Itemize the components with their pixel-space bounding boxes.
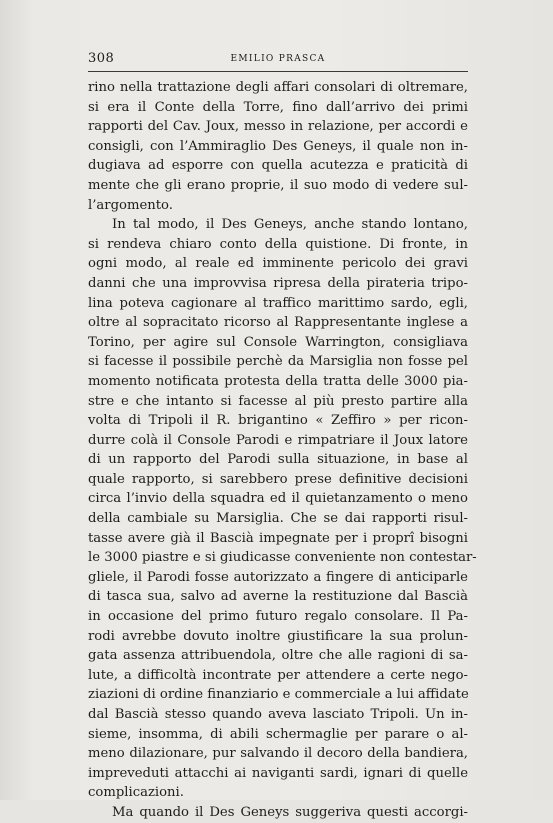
text-line: mente che gli erano proprie, il suo modo di vedere sul- xyxy=(88,177,468,193)
text-line: di un rapporto del Parodi sulla situazione, in base al xyxy=(88,452,468,468)
text-line: rino nella trattazione degli affari consolari di oltremare, xyxy=(88,80,468,95)
text-line: stre e che intanto si facesse al più presto partire alla xyxy=(88,393,468,409)
text-line: si facesse il possibile perchè da Marsiglia non fosse pel xyxy=(88,354,468,370)
text-line: le 3000 piastre e si giudicasse conveniente non contestar- xyxy=(88,550,477,566)
text-line: sieme, insomma, di abili schermaglie per parare o al- xyxy=(88,726,468,742)
text-line: gliele, il Parodi fosse autorizzato a fingere di anticiparle xyxy=(88,569,468,585)
text-line: l’argomento. xyxy=(88,197,173,213)
text-line: circa l’invio della squadra ed il quietanzamento o meno xyxy=(88,491,468,507)
text-line: complicazioni. xyxy=(88,785,184,801)
text-line: ogni modo, al reale ed imminente pericolo dei gravi xyxy=(88,256,468,272)
text-line: rapporti del Cav. Joux, messo in relazione, per accordi e xyxy=(88,119,468,135)
text-line: Ma quando il Des Geneys suggeriva questi accorgi- xyxy=(112,804,468,820)
text-line: si era il Conte della Torre, fino dall’arrivo dei primi xyxy=(88,99,468,115)
text-line: impreveduti attacchi ai naviganti sardi, ignari di quelle xyxy=(88,765,468,781)
text-line: ziazioni di ordine finanziario e commerciale a lui affidate xyxy=(88,687,469,703)
text-line: lina poteva cagionare al traffico marittimo sardo, egli, xyxy=(88,295,468,311)
paragraph xyxy=(88,803,468,823)
text-line: danni che una improvvisa ripresa della pirateria tripo- xyxy=(88,275,468,291)
text-line: rodi avrebbe dovuto inoltre giustificare la sua prolun- xyxy=(88,628,468,644)
header-rule xyxy=(88,71,468,72)
body-text xyxy=(88,78,477,823)
text-line: dugiava ad esporre con quella acutezza e praticità di xyxy=(88,158,468,174)
text-line: momento notificata protesta della tratta delle 3000 pia- xyxy=(88,373,468,389)
paragraph xyxy=(88,78,468,215)
text-line: durre colà il Console Parodi e rimpatriare il Joux latore xyxy=(88,432,468,448)
text-line: consigli, con l’Ammiraglio Des Geneys, il quale non in- xyxy=(88,138,468,154)
paragraph xyxy=(88,215,477,803)
text-line: si rendeva chiaro conto della quistione. Di fronte, in xyxy=(88,236,468,252)
page-number: 308 xyxy=(88,51,115,66)
text-line: In tal modo, il Des Geneys, anche stando lontano, xyxy=(112,217,468,233)
text-line: di tasca sua, salvo ad averne la restituzione dal Bascià xyxy=(88,589,468,605)
text-line: in occasione del primo futuro regalo consolare. Il Pa- xyxy=(88,609,468,625)
text-line: lute, a difficoltà incontrate per attendere a certe nego- xyxy=(88,667,468,683)
text-line: volta di Tripoli il R. brigantino « Zeffiro » per ricon- xyxy=(88,413,468,429)
text-line: gata assenza attribuendola, oltre che alle ragioni di sa- xyxy=(88,648,468,664)
text-line: dal Bascià stesso quando aveva lasciato Tripoli. Un in- xyxy=(88,707,468,722)
text-line: della cambiale su Marsiglia. Che se dai rapporti risul- xyxy=(88,511,468,527)
text-line: meno dilazionare, pur salvando il decoro della bandiera, xyxy=(88,746,468,762)
running-head: EMILIO PRASCA xyxy=(230,54,326,64)
text-line: quale rapporto, si sarebbero prese definitive decisioni xyxy=(88,471,468,487)
text-line: tasse avere già il Bascià impegnate per i proprî bisogni xyxy=(88,530,468,546)
text-line: oltre al sopracitato ricorso al Rappresentante inglese a xyxy=(88,315,468,331)
text-line: Torino, per agire sul Console Warrington, consigliava xyxy=(88,334,468,350)
